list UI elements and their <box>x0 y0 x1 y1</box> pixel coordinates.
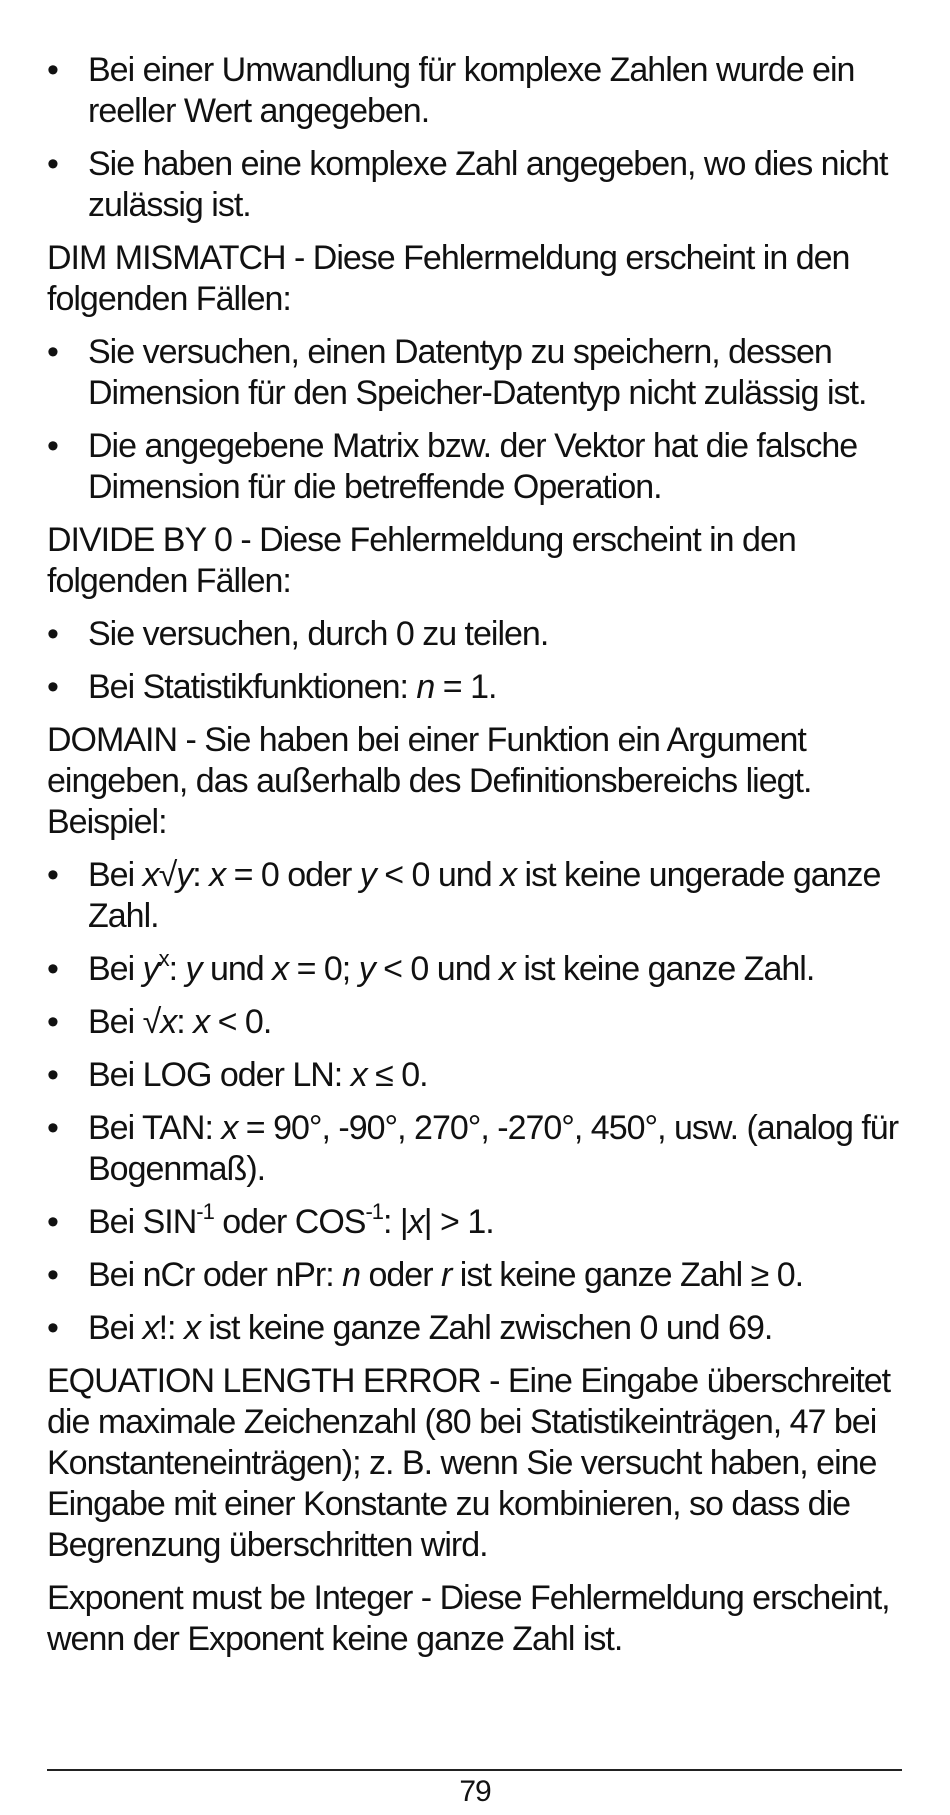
list-item-factorial: • Bei x!: x ist keine ganze Zahl zwischen 0 und 69. <box>47 1308 907 1349</box>
bullet-list-divide-by-0 <box>47 614 907 708</box>
paragraph-equation-length: EQUATION LENGTH ERROR - Eine Eingabe überschreitet die maximale Zeichenzahl (80 bei Statistikeinträgen, 47 bei Konstanteneinträgen); z. B. wenn Sie versucht haben, eine Eingabe mit einer Konstante zu kombinieren, so dass die Begrenzung überschritten wird. <box>47 1362 891 1564</box>
page-number: 79 <box>459 1775 491 1808</box>
list-item-power: • Bei $y^x$: y und x = 0; y < 0 und x ist keine ganze Zahl. <box>47 949 907 990</box>
list-item-sqrt: • Bei √x: x < 0. <box>47 1002 907 1043</box>
list-item-log: • Bei LOG oder LN: x ≤ 0. <box>47 1055 907 1096</box>
bullet-list-domain <box>47 855 907 1349</box>
list-item: • Bei Statistikfunktionen: n = 1. <box>47 667 907 708</box>
list-item: • Sie versuchen, durch 0 zu teilen. <box>47 614 907 655</box>
document-body <box>47 50 907 1672</box>
paragraph-domain: DOMAIN - Sie haben bei einer Funktion ein Argument eingeben, das außerhalb des Definitionsbereichs liegt. Beispiel: <box>47 721 812 841</box>
list-item: • Die angegebene Matrix bzw. der Vektor hat die falsche Dimension für die betreffende Operation. <box>47 426 907 508</box>
list-item: • Sie versuchen, einen Datentyp zu speichern, dessen Dimension für den Speicher-Datentyp nicht zulässig ist. <box>47 332 907 414</box>
bullet-list-complex <box>47 50 907 226</box>
paragraph-exponent: Exponent must be Integer - Diese Fehlermeldung erscheint, wenn der Exponent keine ganze Zahl ist. <box>47 1579 890 1658</box>
bullet-list-dim-mismatch <box>47 332 907 508</box>
paragraph-dim-mismatch: DIM MISMATCH - Diese Fehlermeldung erscheint in den folgenden Fällen: <box>47 239 850 318</box>
list-item-root: • Bei x√y: x = 0 oder y < 0 und x ist keine ungerade ganze Zahl. <box>47 855 907 937</box>
list-item-ncr: • Bei nCr oder nPr: n oder r ist keine ganze Zahl ≥ 0. <box>47 1255 907 1296</box>
list-item: • Bei einer Umwandlung für komplexe Zahlen wurde ein reeller Wert angegeben. <box>47 50 907 132</box>
paragraph-divide-by-0: DIVIDE BY 0 - Diese Fehlermeldung erscheint in den folgenden Fällen: <box>47 521 796 600</box>
list-item-sin: • Bei $SIN^{-1}$ oder $COS^{-1}$: |x| > 1. <box>47 1202 907 1243</box>
list-item-tan: • Bei TAN: x = 90°, -90°, 270°, -270°, 450°, usw. (analog für Bogenmaß). <box>47 1108 907 1190</box>
footer-divider <box>47 1769 902 1771</box>
list-item: • Sie haben eine komplexe Zahl angegeben, wo dies nicht zulässig ist. <box>47 144 907 226</box>
